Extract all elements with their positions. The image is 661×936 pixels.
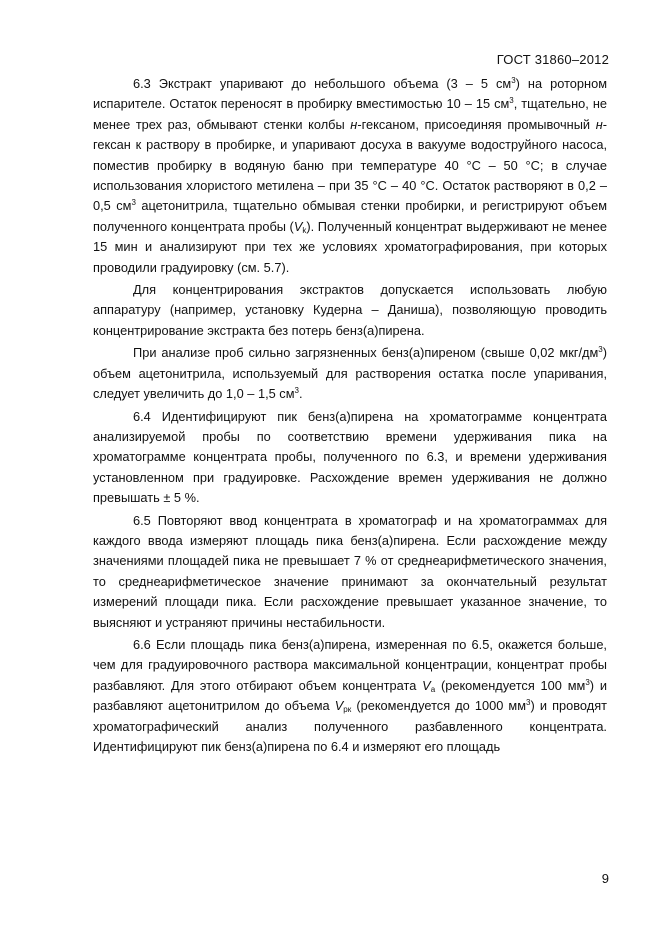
superscript: 3: [526, 698, 531, 708]
text-run: ) и разбавляют ацетонитрилом до объема: [93, 677, 607, 714]
standard-code: ГОСТ 31860–2012: [496, 52, 609, 67]
paragraph-6-3: [93, 74, 607, 278]
subscript: k: [302, 225, 307, 235]
subscript: a: [430, 684, 436, 694]
text-run: ацетонитрила, тщательно обмывая стенки пробирки, и регистрируют объем полученного концентрата пробы (: [93, 198, 607, 234]
paragraph-extract-concentration: Для концентрирования экстрактов допускается использовать любую аппаратуру (например, установку Кудерна – Даниша), позволяющую проводить концентрирование экстракта без потерь бенз(а)пирена.: [93, 282, 607, 338]
superscript: 3: [598, 345, 603, 355]
text-run: 6.3 Экстракт упаривают до небольшого объема (3 – 5 см: [133, 76, 512, 91]
variable: V: [422, 677, 431, 693]
text-run: (рекомендуется до 1000 мм: [351, 698, 527, 714]
text-run: -гексаном, присоединяя промывочный: [357, 116, 596, 132]
text-run: , тщательно, не менее трех раз, обмывают стенки колбы: [93, 96, 607, 132]
superscript: 3: [511, 76, 516, 85]
subscript: рк: [343, 705, 352, 715]
italic-run: н: [350, 116, 358, 132]
superscript: 3: [131, 198, 136, 208]
paragraph-contaminated-samples: [93, 343, 607, 404]
text-run: ) и проводят хроматографический анализ полученного разбавленного концентрата. Идентифицируют пик бенз(а)пирена по 6.4 и измеряют его площадь: [93, 698, 607, 754]
page-number: 9: [601, 871, 609, 886]
text-run: ). Полученный концентрат выдерживают не менее 15 мин и анализируют при тех же условиях хроматографирования, при которых проводили градуировку (см. 5.7).: [93, 218, 608, 275]
variable: V: [334, 698, 344, 714]
paragraph-6-5: 6.5 Повторяют ввод концентрата в хроматограф и на хроматограммах для каждого ввода измеряют площадь пика бенз(а)пирена. Если расхождение между значениями площадей пика не превышает 7 % от среднеарифметического значения, то среднеарифметическое значение принимают за окончательный результат измерений площади пика. Если расхождение превышает указанное значение, то выясняют и устраняют причины нестабильности.: [93, 512, 607, 630]
text-run: ) на роторном испарителе. Остаток переносят в пробирку вместимостью 10 – 15 см: [93, 76, 607, 112]
italic-run: н: [595, 116, 603, 132]
document-body: [93, 74, 607, 757]
text-run: -гексан к раствору в пробирке, и упаривают досуха в вакууме водоструйного насоса, поместив пробирку в водяную баню при температуре 40 °С – 50 °С; в случае использования хлористого метилена – при 35 °С – 40 °С. Остаток растворяют в 0,2 – 0,5 см: [93, 116, 607, 214]
text-run: .: [298, 386, 303, 402]
text-run: При анализе проб сильно загрязненных бенз(а)пиреном (свыше 0,02 мкг/дм: [133, 345, 599, 361]
superscript: 3: [509, 96, 514, 106]
paragraph-6-4: 6.4 Идентифицируют пик бенз(а)пирена на хроматограмме концентрата анализируемой пробы по соответствию времени удерживания пика на хроматограмме концентрата пробы, полученного по 6.3, и времени удерживания установленном при градуировке. Расхождение времен удерживания не должно превышать ± 5 %.: [93, 408, 607, 506]
superscript: 3: [294, 386, 299, 396]
text-run: ) объем ацетонитрила, используемый для растворения остатка после упаривания, следует увеличить до 1,0 – 1,5 см: [93, 345, 607, 402]
paragraph-6-6: [93, 635, 607, 757]
variable: V: [293, 218, 303, 234]
text-run: (рекомендуется 100 мм: [435, 677, 586, 693]
text-run: 6.6 Если площадь пика бенз(а)пирена, измеренная по 6.5, окажется больше, чем для градуировочного раствора максимальной концентрации, концентрат пробы разбавляют. Для этого отбирают объем концентрата: [93, 636, 607, 693]
superscript: 3: [585, 677, 590, 687]
